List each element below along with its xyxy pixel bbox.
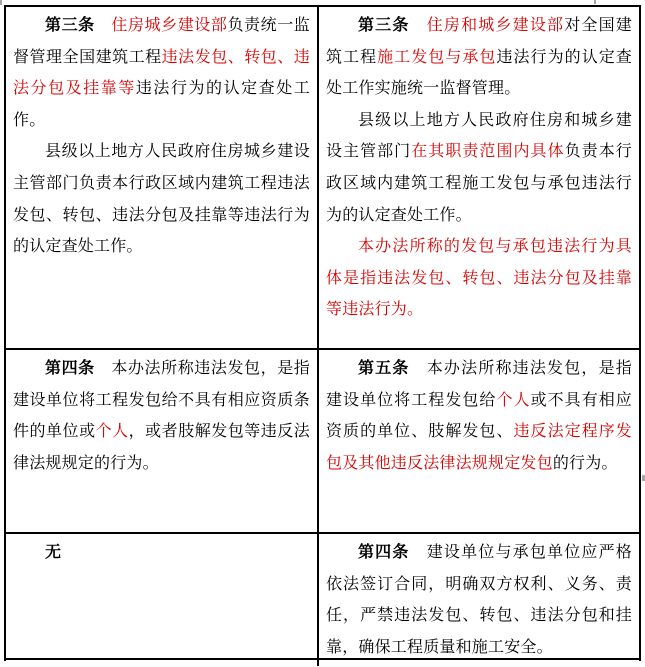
text-segment xyxy=(410,17,427,34)
cutoff-row-border-stub-left xyxy=(0,0,2,5)
text-segment: 本办法所称违法发包，是指建设单位将工程发包给 xyxy=(326,360,632,409)
table-cell-right xyxy=(319,660,639,666)
paragraph xyxy=(326,10,632,105)
table-row xyxy=(6,658,639,661)
text-segment: 第四条 xyxy=(45,360,95,377)
highlighted-text-segment: 违法发包、转包、违法分包及挂靠等 xyxy=(13,48,310,98)
paragraph xyxy=(13,136,310,262)
text-segment: 县级以上地方人民政府住房和城乡建设主管部门 xyxy=(326,111,632,161)
text-segment: 负责本行政区域内建筑工程施工发包与承包违法行为的认定查处工作。 xyxy=(326,143,632,224)
text-segment: 对全国建筑工程 xyxy=(326,17,632,66)
table-cell-left xyxy=(6,660,319,666)
highlighted-text-segment: 违反法定程序发包及其他违反法律法规规定发包 xyxy=(326,423,632,472)
text-segment: 第四条 xyxy=(358,544,410,561)
text-segment: 县级以上地方人民政府住房城乡建设主管部门负责本行政区域内建筑工程违法发包、转包、违法分包及挂靠等违法行为的认定查处工作。 xyxy=(13,143,310,256)
text-segment: 无 xyxy=(45,544,62,561)
table-cell-right xyxy=(319,534,639,658)
highlighted-text-segment: 在其职责范围内具体 xyxy=(411,143,565,161)
text-segment: 负责统一监督管理全国建筑工程 xyxy=(13,17,310,66)
text-segment: 或不具有相应资质的单位、肢解发包、 xyxy=(326,391,632,441)
highlighted-text-segment: 住房城乡建设部 xyxy=(111,17,228,34)
text-segment: 本办法所称违法发包，是指建设单位将工程发包给不具有相应资质条件的单位或 xyxy=(13,360,310,441)
text-segment: ，或者肢解发包等违反法律法规规定的行为。 xyxy=(13,423,311,472)
text-segment: 第三条 xyxy=(358,17,410,34)
text-segment: 建设单位与承包单位应严格依法签订合同，明确双方权利、义务、责任，严禁违法发包、转包、违法分包和挂靠，确保工程质量和施工安全。 xyxy=(326,544,632,656)
table-cell-left xyxy=(6,350,319,532)
table-row xyxy=(6,532,639,658)
text-segment: 违法行为的认定查处工作。 xyxy=(13,80,310,129)
text-segment: 第五条 xyxy=(358,360,410,377)
paragraph xyxy=(326,537,632,658)
paragraph xyxy=(13,10,310,136)
text-segment xyxy=(95,17,112,34)
highlighted-text-segment: 个人 xyxy=(496,391,531,409)
paragraph xyxy=(326,231,632,326)
text-segment xyxy=(95,360,112,377)
text-segment: 第三条 xyxy=(45,17,95,34)
text-segment xyxy=(410,360,427,377)
highlighted-text-segment: 个人 xyxy=(95,423,129,441)
table-cell-right xyxy=(319,7,639,348)
text-segment: 的行为。 xyxy=(552,454,618,472)
paragraph xyxy=(13,537,310,569)
paragraph xyxy=(13,353,310,479)
text-segment xyxy=(410,544,427,561)
table-cell-left xyxy=(6,534,319,658)
paragraph xyxy=(326,353,632,479)
comparison-table xyxy=(4,5,641,661)
highlighted-text-segment: 施工发包与承包 xyxy=(377,48,497,66)
table-row xyxy=(6,348,639,532)
text-segment: 违法行为的认定查处工作实施统一监督管理。 xyxy=(326,48,632,98)
paragraph xyxy=(326,105,632,231)
highlighted-text-segment: 住房和城乡建设部 xyxy=(426,17,565,34)
table-cell-left xyxy=(6,7,319,348)
table-row xyxy=(6,7,639,348)
table-cell-right xyxy=(319,350,639,532)
highlighted-text-segment: 本办法所称的发包与承包违法行为具体是指违法发包、转包、违法分包及挂靠等违法行为。 xyxy=(326,238,632,319)
cutoff-row-border-stub-middle xyxy=(594,0,596,4)
